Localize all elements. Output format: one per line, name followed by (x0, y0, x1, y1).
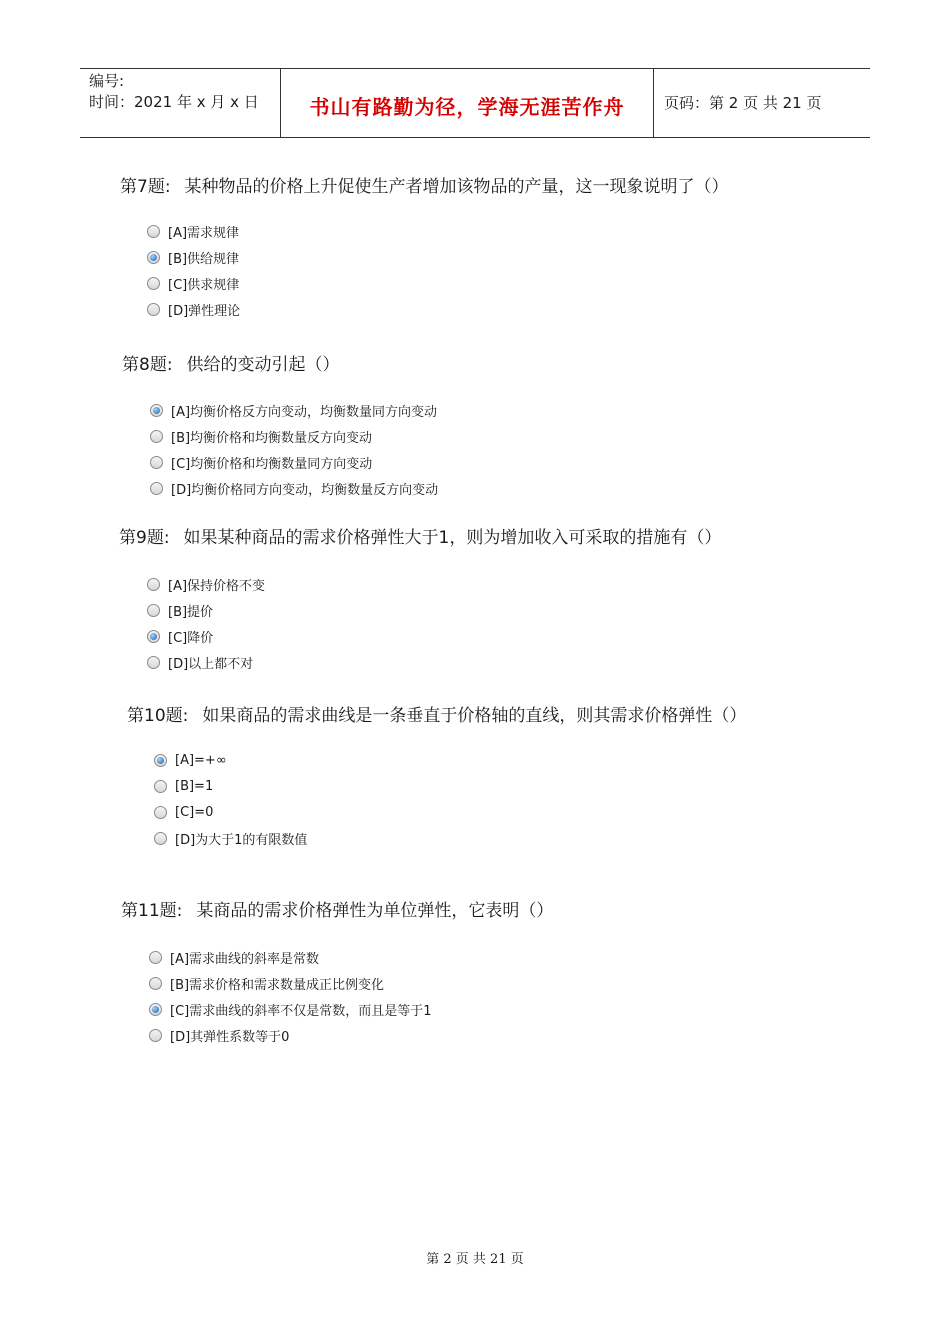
option-label: [B]需求价格和需求数量成正比例变化 (170, 977, 385, 993)
document-number-label: 编号: (89, 72, 125, 90)
option-label: [A]=+∞ (175, 752, 227, 768)
option-item[interactable] (154, 825, 307, 851)
option-label: [C]均衡价格和均衡数量同方向变动 (171, 456, 373, 472)
option-label: [C]需求曲线的斜率不仅是常数，而且是等于1 (170, 1003, 432, 1019)
question-title (119, 523, 721, 548)
option-item[interactable] (147, 623, 265, 649)
option-label: [D]其弹性系数等于0 (170, 1029, 290, 1045)
header-page-label: 页码：第 2 页 共 21 页 (664, 94, 822, 112)
option-label: [A]保持价格不变 (168, 578, 266, 594)
radio-button[interactable] (147, 578, 160, 591)
option-list (147, 571, 265, 675)
option-list (149, 944, 432, 1048)
option-label: [C]供求规律 (168, 277, 240, 293)
radio-button[interactable] (150, 456, 163, 469)
option-item[interactable] (149, 944, 432, 970)
option-item[interactable] (147, 218, 240, 244)
option-item[interactable] (154, 747, 307, 773)
radio-button-selected[interactable] (154, 754, 167, 767)
option-item[interactable] (147, 597, 265, 623)
question-title (127, 701, 746, 726)
option-label: [B]=1 (175, 778, 214, 794)
option-label: [B]提价 (168, 604, 214, 620)
question-title (122, 350, 340, 375)
page-header (80, 68, 870, 138)
question-text: 某种物品的价格上升促使生产者增加该物品的产量，这一现象说明了（） (184, 177, 729, 197)
motto-text: 书山有路勤为径，学海无涯苦作舟 (309, 95, 625, 119)
option-label: [D]为大于1的有限数值 (175, 832, 308, 848)
option-label: [D]以上都不对 (168, 656, 254, 672)
radio-button[interactable] (149, 977, 162, 990)
radio-button[interactable] (149, 1029, 162, 1042)
option-label: [C]=0 (175, 804, 214, 820)
option-item[interactable] (149, 1022, 432, 1048)
question-title (120, 172, 729, 197)
header-motto-cell (281, 69, 654, 137)
radio-button-selected[interactable] (149, 1003, 162, 1016)
option-item[interactable] (150, 423, 438, 449)
option-label: [A]需求规律 (168, 225, 240, 241)
option-label: [A]均衡价格反方向变动，均衡数量同方向变动 (171, 404, 438, 420)
option-label: [D]弹性理论 (168, 303, 241, 319)
radio-button[interactable] (147, 225, 160, 238)
option-item[interactable] (154, 799, 307, 825)
question-text: 供给的变动引起（） (186, 355, 340, 375)
page-footer: 第 2 页 共 21 页 (426, 1252, 524, 1267)
radio-button[interactable] (150, 430, 163, 443)
option-label: [B]供给规律 (168, 251, 240, 267)
option-item[interactable] (147, 296, 240, 322)
option-list (154, 747, 307, 851)
option-item[interactable] (154, 773, 307, 799)
radio-button[interactable] (154, 806, 167, 819)
option-item[interactable] (150, 449, 438, 475)
radio-button[interactable] (147, 656, 160, 669)
radio-button[interactable] (150, 482, 163, 495)
radio-button[interactable] (147, 604, 160, 617)
radio-button-selected[interactable] (147, 251, 160, 264)
option-label: [B]均衡价格和均衡数量反方向变动 (171, 430, 373, 446)
question-text: 某商品的需求价格弹性为单位弹性，它表明（） (196, 901, 554, 921)
question-number: 第8题: (122, 355, 173, 375)
question-number: 第7题: (120, 177, 171, 197)
option-list (150, 397, 438, 501)
radio-button[interactable] (154, 832, 167, 845)
question-number: 第10题: (127, 706, 189, 726)
radio-button-selected[interactable] (150, 404, 163, 417)
option-item[interactable] (147, 270, 240, 296)
option-item[interactable] (150, 475, 438, 501)
option-label: [A]需求曲线的斜率是常数 (170, 951, 320, 967)
document-date-label: 时间：2021 年 x 月 x 日 (89, 93, 259, 111)
option-label: [C]降价 (168, 630, 214, 646)
option-item[interactable] (149, 970, 432, 996)
option-item[interactable] (147, 649, 265, 675)
question-title (121, 896, 553, 921)
option-label: [D]均衡价格同方向变动，均衡数量反方向变动 (171, 482, 439, 498)
header-meta-cell (80, 69, 281, 137)
question-number: 第9题: (119, 528, 170, 548)
option-list (147, 218, 240, 322)
option-item[interactable] (150, 397, 438, 423)
radio-button[interactable] (149, 951, 162, 964)
radio-button[interactable] (147, 303, 160, 316)
question-text: 如果商品的需求曲线是一条垂直于价格轴的直线，则其需求价格弹性（） (202, 706, 747, 726)
option-item[interactable] (149, 996, 432, 1022)
option-item[interactable] (147, 244, 240, 270)
radio-button[interactable] (154, 780, 167, 793)
question-text: 如果某种商品的需求价格弹性大于1，则为增加收入可采取的措施有（） (183, 528, 722, 548)
radio-button[interactable] (147, 277, 160, 290)
question-number: 第11题: (121, 901, 183, 921)
option-item[interactable] (147, 571, 265, 597)
radio-button-selected[interactable] (147, 630, 160, 643)
